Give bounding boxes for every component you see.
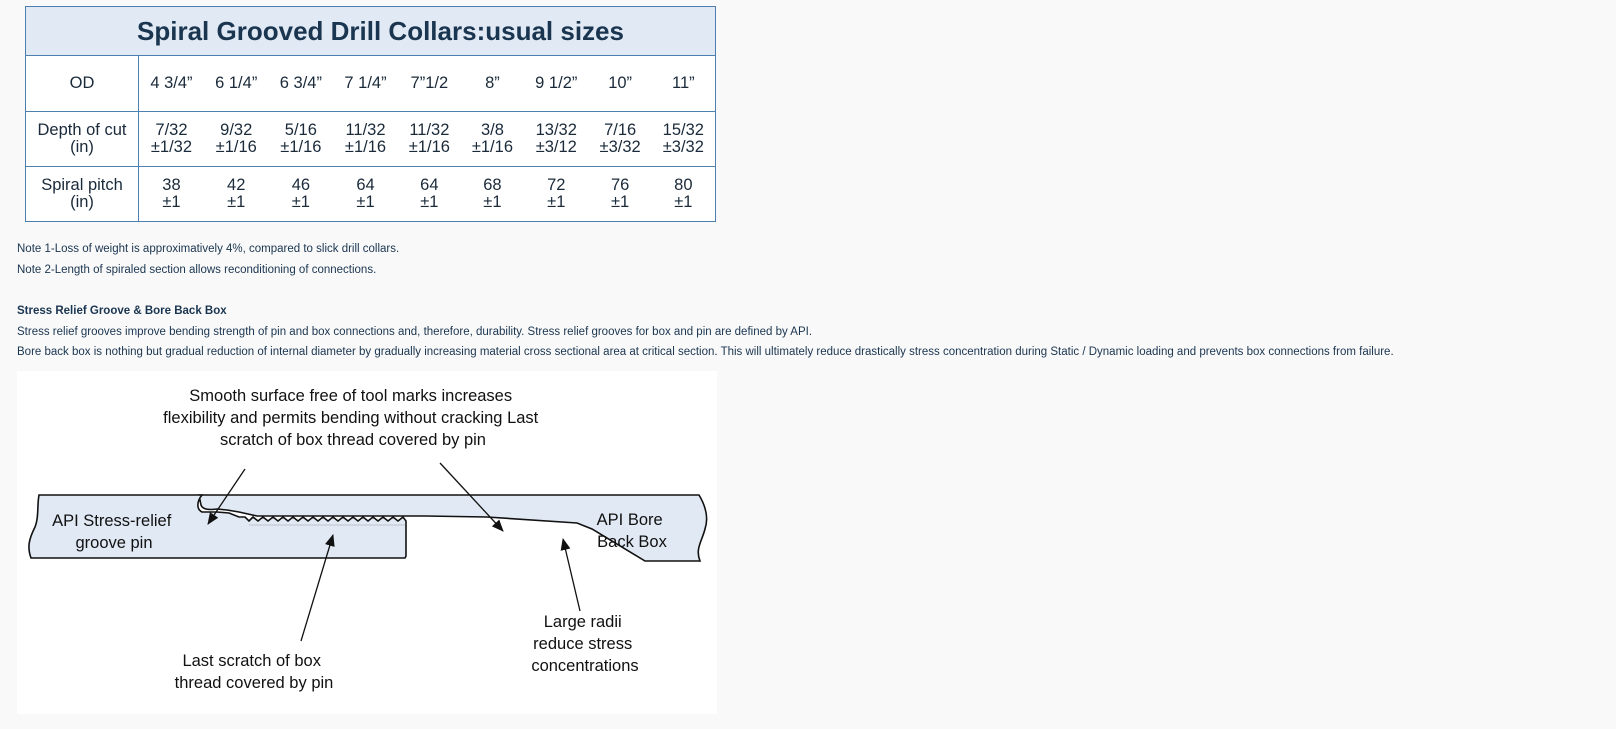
depth-tolerance: ±1/16 <box>280 137 322 156</box>
depth-cell <box>524 111 589 166</box>
pitch-header <box>26 166 139 221</box>
depth-value: 11/32 <box>345 120 386 139</box>
box-label-line: Back Box <box>597 533 667 551</box>
depth-tolerance: ±1/16 <box>344 137 387 156</box>
depth-tolerance: ±3/32 <box>662 137 704 156</box>
pitch-tolerance: ±1 <box>227 192 246 211</box>
section-title: Stress Relief Groove & Bore Back Box <box>17 305 227 317</box>
depth-value: 7/32 <box>155 120 188 139</box>
pitch-cell <box>461 166 524 221</box>
depth-tolerance: ±3/12 <box>535 137 577 156</box>
od-cell: 4 3/4” <box>150 73 193 92</box>
top-label-line: Smooth surface free of tool marks increases <box>189 387 513 405</box>
bottom-left-label <box>175 652 334 692</box>
top-label-line: scratch of box thread covered by pin <box>220 431 486 449</box>
note-1: Note 1-Loss of weight is approximatively 4%, compared to slick drill collars. <box>17 243 400 255</box>
pin-label-line: API Stress-relief <box>52 512 172 530</box>
depth-cell <box>204 111 269 166</box>
note-2: Note 2-Length of spiraled section allows reconditioning of connections. <box>17 264 377 276</box>
top-label <box>163 387 543 449</box>
depth-tolerance: ±1/32 <box>150 137 193 156</box>
pitch-value: 72 <box>547 175 566 194</box>
pin-label-line: groove pin <box>75 534 153 552</box>
pitch-tolerance: ±1 <box>674 192 693 211</box>
pitch-cell <box>333 166 398 221</box>
pitch-value: 68 <box>483 175 502 194</box>
od-row <box>26 56 715 111</box>
depth-value: 11/32 <box>409 120 450 139</box>
pitch-value: 76 <box>610 175 630 194</box>
bottom-right-label-line: Large radii <box>543 613 622 631</box>
pitch-tolerance: ±1 <box>547 192 566 211</box>
od-cell: 6 1/4” <box>215 73 258 92</box>
pitch-value: 42 <box>227 175 246 194</box>
drill-collar-sizes-table <box>25 6 716 222</box>
connection-diagram <box>17 371 717 714</box>
leader-bottom-right <box>563 539 580 611</box>
pitch-tolerance: ±1 <box>162 192 181 211</box>
od-header: OD <box>26 56 139 111</box>
pitch-cell <box>269 166 334 221</box>
bottom-left-label-line: Last scratch of box <box>182 652 321 670</box>
depth-header-line1: Depth of cut <box>37 120 127 139</box>
pitch-tolerance: ±1 <box>611 192 630 211</box>
od-cell: 10” <box>608 73 633 92</box>
section-paragraph-2: Bore back box is nothing but gradual reduction of internal diameter by gradually increasing material cross sectional area at critical section. This will ultimately reduce drastically stress concentration during Static / Dynamic loading and prevents box connections from failure. <box>17 346 1394 358</box>
pitch-tolerance: ±1 <box>483 192 502 211</box>
pitch-cell <box>139 166 204 221</box>
od-cell: 8” <box>485 73 500 92</box>
depth-cell <box>461 111 524 166</box>
pitch-value: 64 <box>356 175 375 194</box>
od-cell: 7 1/4” <box>344 73 387 92</box>
depth-cell <box>269 111 334 166</box>
depth-cell <box>139 111 204 166</box>
od-cell: 9 1/2” <box>535 73 578 92</box>
od-cell: 11” <box>672 73 695 92</box>
depth-header <box>26 111 139 166</box>
depth-value: 13/32 <box>535 120 577 139</box>
pitch-value: 38 <box>162 175 181 194</box>
depth-tolerance: ±1/16 <box>408 137 450 156</box>
pitch-cell <box>652 166 715 221</box>
depth-tolerance: ±1/16 <box>471 137 513 156</box>
pitch-value: 46 <box>291 175 311 194</box>
bottom-right-label-line: concentrations <box>531 657 639 675</box>
depth-value: 3/8 <box>480 120 504 139</box>
pitch-value: 64 <box>420 175 439 194</box>
table-title: Spiral Grooved Drill Collars:usual sizes <box>26 7 715 56</box>
depth-value: 7/16 <box>604 120 637 139</box>
pitch-cell <box>204 166 269 221</box>
od-cell: 6 3/4” <box>279 73 322 92</box>
depth-value: 9/32 <box>220 120 253 139</box>
depth-header-line2: (in) <box>70 137 94 156</box>
pitch-tolerance: ±1 <box>420 192 439 211</box>
depth-value: 5/16 <box>284 120 317 139</box>
depth-tolerance: ±3/32 <box>599 137 641 156</box>
pitch-cell <box>398 166 461 221</box>
pitch-value: 80 <box>674 175 693 194</box>
pitch-header-line2: (in) <box>70 192 94 211</box>
depth-cell <box>589 111 652 166</box>
od-cell: 7”1/2 <box>410 73 449 92</box>
pitch-tolerance: ±1 <box>291 192 310 211</box>
bottom-right-label-line: reduce stress <box>533 635 633 653</box>
depth-value: 15/32 <box>662 120 704 139</box>
pitch-header-line1: Spiral pitch <box>41 175 123 194</box>
depth-cell <box>398 111 461 166</box>
sizes-grid <box>26 56 715 221</box>
pitch-tolerance: ±1 <box>356 192 375 211</box>
bottom-right-label <box>531 613 638 675</box>
connection-diagram-svg <box>17 371 717 714</box>
bottom-left-label-line: thread covered by pin <box>174 674 334 692</box>
pitch-row <box>26 166 715 221</box>
pitch-cell <box>524 166 589 221</box>
depth-cell <box>333 111 398 166</box>
depth-tolerance: ±1/16 <box>215 137 257 156</box>
section-paragraph-1: Stress relief grooves improve bending strength of pin and box connections and, therefore, durability. Stress relief grooves for box and pin are defined by API. <box>17 326 813 338</box>
pitch-cell <box>589 166 652 221</box>
top-label-line: flexibility and permits bending without cracking Last <box>163 409 539 427</box>
depth-cell <box>652 111 715 166</box>
box-label-line: API Bore <box>596 511 663 529</box>
depth-row <box>26 111 715 166</box>
